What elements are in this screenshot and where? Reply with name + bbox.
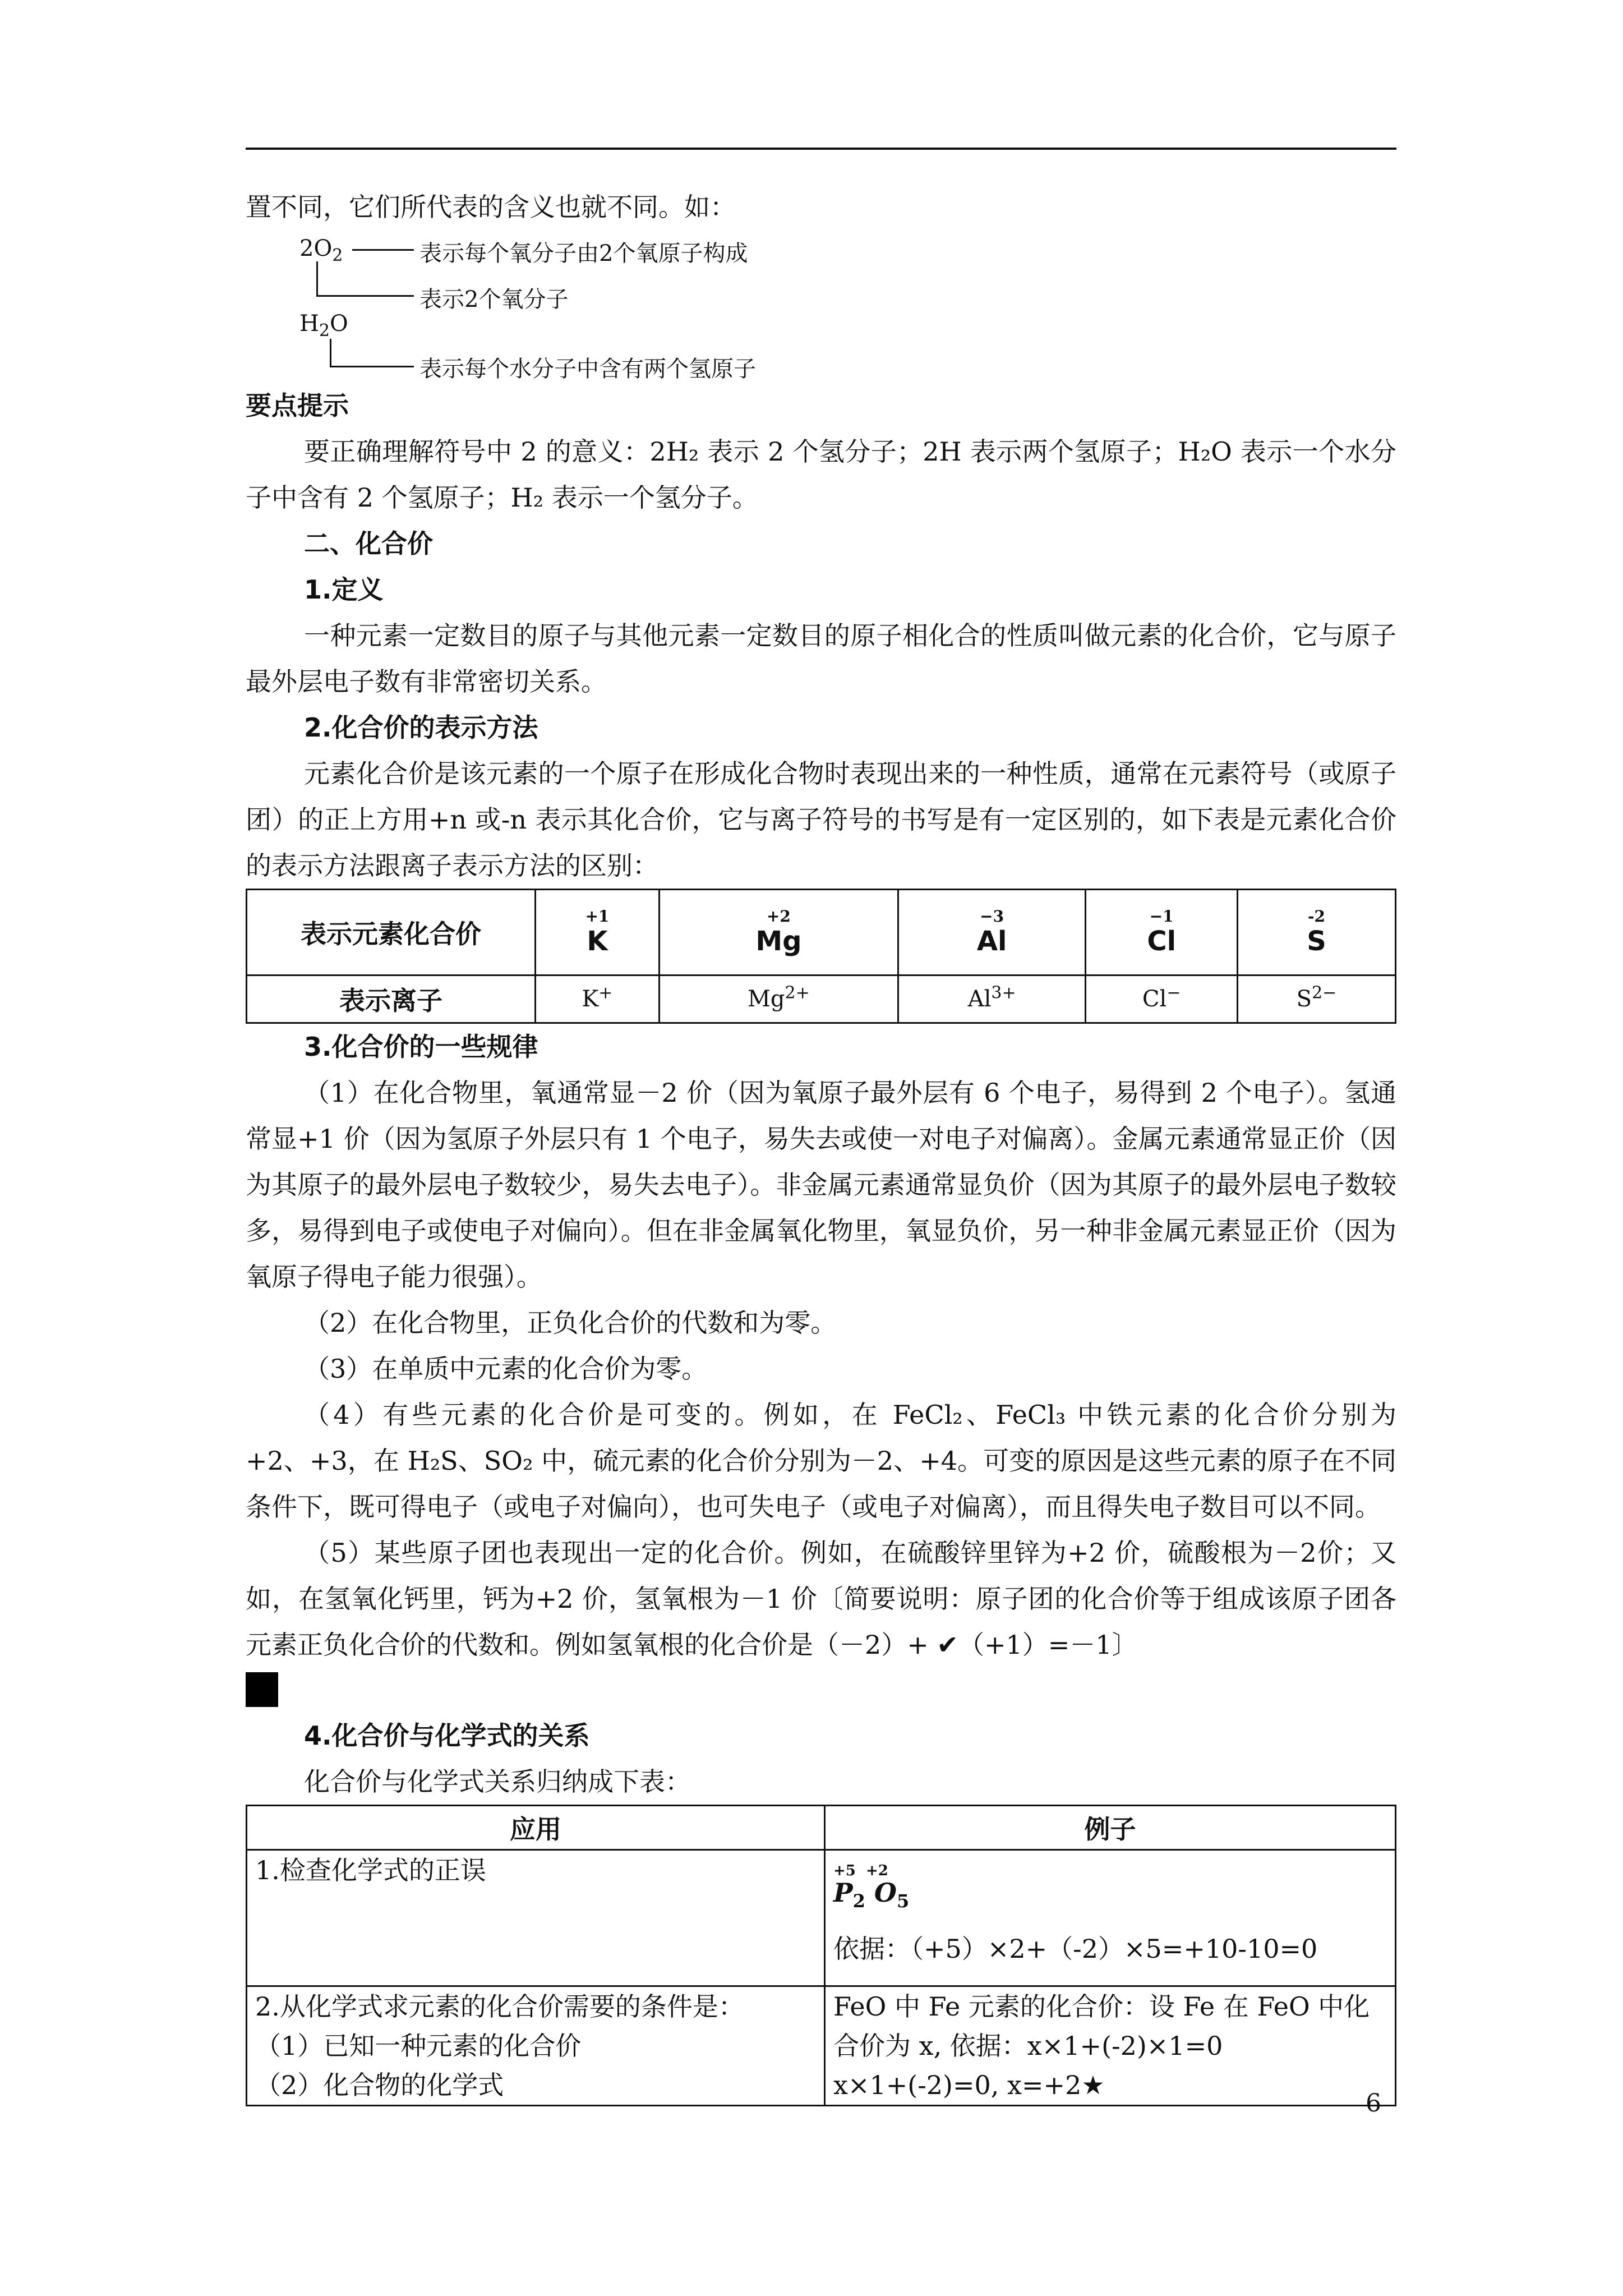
valence-cell: -2 S bbox=[1238, 890, 1396, 976]
col-header-example: 例子 bbox=[825, 1806, 1396, 1850]
rule-3: （3）在单质中元素的化合价为零。 bbox=[304, 1354, 708, 1384]
rule-5: （5）某些原子团也表现出一定的化合价。例如，在硫酸锌里锌为+2 价，硫酸根为－2价；又如，在氢氧化钙里，钙为+2 价，氢氧根为－1 价〔简要说明：原子团的化合价等于组成该原子团各元素正负化合价的代数和。例如氢氧根的化合价是（－2）+ ✔（+1）=－1〕 bbox=[246, 1538, 1396, 1660]
row2-ex-line-2: 合价为 x, 依据：x×1+(-2)×1=0 bbox=[833, 2031, 1223, 2061]
table-row bbox=[247, 1986, 1396, 2106]
col-header-application: 应用 bbox=[247, 1806, 825, 1850]
figure-formula-h2o: $H_2O$ bbox=[299, 311, 348, 341]
figure-bracket-2 bbox=[330, 339, 331, 367]
valence-vs-ion-table bbox=[246, 889, 1396, 1024]
subheading-notation: 2.化合价的表示方法 bbox=[304, 712, 538, 743]
notation-text: 元素化合价是该元素的一个原子在形成化合物时表现出来的一种性质，通常在元素符号（或原子团）的正上方用+n 或-n 表示其化合价，它与离子符号的书写是有一定区别的，如下表是元素化合价的表示方法跟离子表示方法的区别： bbox=[246, 758, 1396, 881]
row1-formula: $P_2$ $O_5$ bbox=[833, 1878, 910, 1912]
page-content bbox=[246, 184, 1396, 2106]
ion-cell: $Mg^{2+}$ bbox=[659, 976, 898, 1023]
figure-label-2: 表示2个氧分子 bbox=[419, 287, 569, 312]
row2-app-line-3: （2）化合物的化学式 bbox=[255, 2070, 504, 2100]
subheading-rules: 3.化合价的一些规律 bbox=[304, 1032, 538, 1062]
valence-cell: −1 Cl bbox=[1086, 890, 1238, 976]
row1-example bbox=[825, 1850, 1396, 1986]
row2-ex-line-3: x×1+(-2)=0, x=+2★ bbox=[833, 2070, 1105, 2100]
row1-application: 1.检查化学式的正误 bbox=[247, 1850, 825, 1986]
ion-cell: K+ bbox=[536, 976, 660, 1023]
valence-row bbox=[247, 890, 1396, 976]
notation-figure bbox=[299, 232, 860, 382]
ion-row bbox=[247, 976, 1396, 1023]
row2-app-line-1: 2.从化学式求元素的化合价需要的条件是： bbox=[255, 1991, 744, 2022]
section-heading-valence: 二、化合价 bbox=[304, 528, 433, 559]
row2-app-line-2: （1）已知一种元素的化合价 bbox=[255, 2031, 582, 2061]
figure-connector-1 bbox=[352, 249, 414, 251]
intro-line: 置不同，它们所代表的含义也就不同。如： bbox=[246, 192, 736, 222]
figure-formula-2o2: $2O_2$ bbox=[299, 236, 343, 265]
ion-row-label: 表示离子 bbox=[247, 976, 536, 1023]
subheading-formula-relation: 4.化合价与化学式的关系 bbox=[304, 1720, 590, 1751]
rule-2: （2）在化合物里，正负化合价的代数和为零。 bbox=[304, 1308, 837, 1338]
row1-basis: 依据：（+5）×2+（-2）×5=+10-10=0 bbox=[833, 1934, 1318, 1964]
page-number: 6 bbox=[1366, 2089, 1381, 2118]
relation-header-row bbox=[247, 1806, 1396, 1850]
rule-4: （4）有些元素的化合价是可变的。例如，在 FeCl₂、FeCl₃ 中铁元素的化合价分别为+2、+3，在 H₂S、SO₂ 中，硫元素的化合价分别为－2、+4。可变的原因是这些元素的原子在不同条件下，既可得电子（或电子对偏向），也可失电子（或电子对偏离），而且得失电子数目可以不同。 bbox=[246, 1400, 1396, 1522]
valence-cell: −3 Al bbox=[898, 890, 1086, 976]
ion-cell: Cl− bbox=[1086, 976, 1238, 1023]
black-square-mark bbox=[246, 1672, 278, 1707]
subheading-definition: 1.定义 bbox=[304, 574, 384, 605]
row2-ex-line-1: FeO 中 Fe 元素的化合价：设 Fe 在 FeO 中化 bbox=[833, 1991, 1370, 2022]
definition-text: 一种元素一定数目的原子与其他元素一定数目的原子相化合的性质叫做元素的化合价，它与原子最外层电子数有非常密切关系。 bbox=[246, 620, 1396, 697]
relation-table bbox=[246, 1805, 1396, 2106]
row2-example bbox=[825, 1986, 1396, 2106]
valence-row-label: 表示元素化合价 bbox=[247, 890, 536, 976]
figure-connector-3 bbox=[330, 366, 414, 367]
ion-cell: $S^{2-}$ bbox=[1238, 976, 1396, 1023]
table-row bbox=[247, 1850, 1396, 1986]
key-points-text: 要正确理解符号中 2 的意义：2H₂ 表示 2 个氢分子；2H 表示两个氢原子；H₂O 表示一个水分子中含有 2 个氢原子；H₂ 表示一个氢分子。 bbox=[246, 436, 1396, 513]
relation-intro: 化合价与化学式关系归纳成下表： bbox=[304, 1766, 691, 1797]
ion-cell: $Al^{3+}$ bbox=[898, 976, 1086, 1023]
figure-bracket-1 bbox=[316, 261, 318, 296]
figure-connector-2 bbox=[316, 295, 414, 297]
row1-valences: +5 +2 bbox=[833, 1862, 888, 1879]
valence-cell: +2 Mg bbox=[659, 890, 898, 976]
figure-label-1: 表示每个氧分子由2个氧原子构成 bbox=[419, 241, 748, 266]
figure-label-3: 表示每个水分子中含有两个氢原子 bbox=[419, 356, 756, 382]
row2-application bbox=[247, 1986, 825, 2106]
rule-1: （1）在化合物里，氧通常显－2 价（因为氧原子最外层有 6 个电子，易得到 2 个电子）。氢通常显+1 价（因为氢原子外层只有 1 个电子，易失去或使一对电子对偏离）。金属元素通常显正价（因为其原子的最外层电子数较少，易失去电子）。非金属元素通常显负价（因为其原子的最外层电子数较多，易得到电子或使电子对偏向）。但在非金属氧化物里，氧显负价，另一种非金属元素显正价（因为氧原子得电子能力很强）。 bbox=[246, 1078, 1396, 1292]
valence-cell: +1 K bbox=[536, 890, 660, 976]
header-rule bbox=[246, 148, 1396, 150]
key-points-heading: 要点提示 bbox=[246, 390, 349, 421]
